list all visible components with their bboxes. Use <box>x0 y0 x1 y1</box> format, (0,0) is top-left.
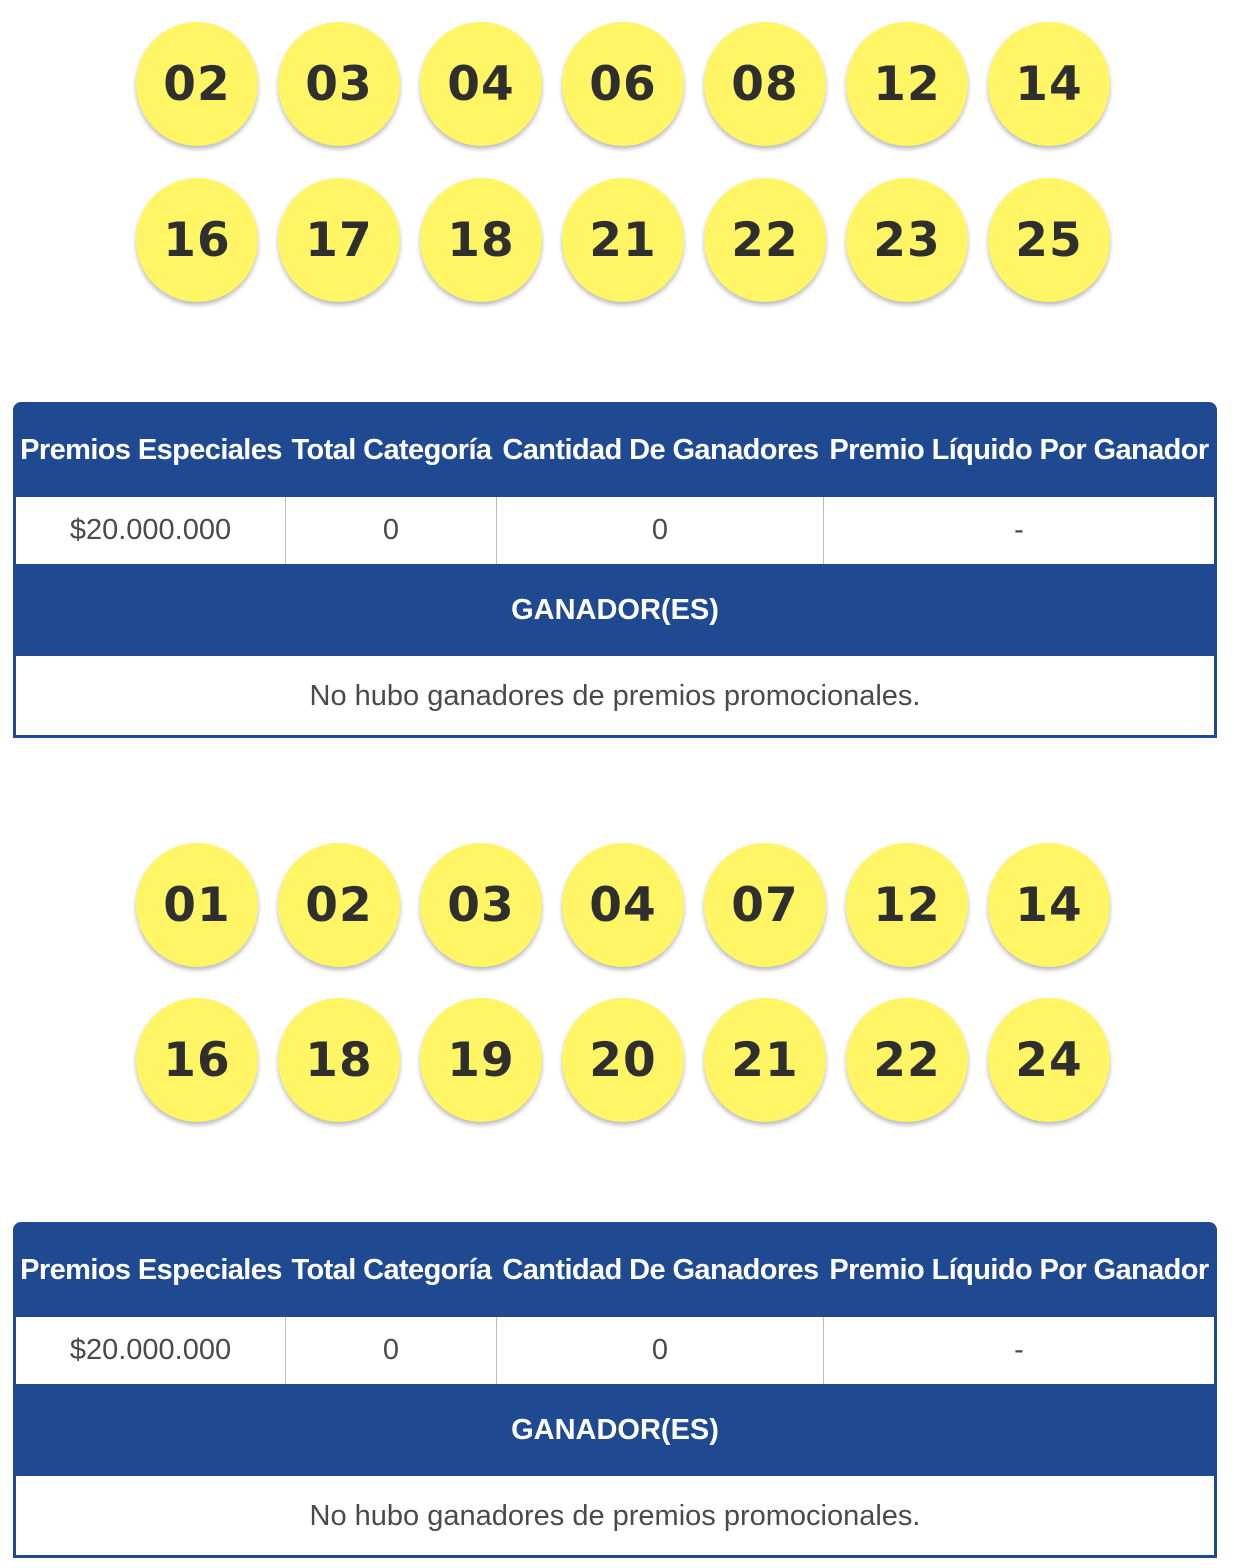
ball: 18 <box>420 178 542 302</box>
value-total-categoria: 0 <box>286 497 497 564</box>
ball: 03 <box>278 22 400 146</box>
header-total-categoria: Total Categoría <box>291 1253 492 1286</box>
draw-1-ball-row-2 <box>0 178 1234 308</box>
ball: 03 <box>420 843 542 967</box>
header-premio-liquido: Premio Líquido Por Ganador <box>829 1253 1209 1286</box>
winners-message: No hubo ganadores de premios promocionales. <box>16 1476 1214 1556</box>
ball: 22 <box>846 998 968 1122</box>
ball: 12 <box>846 22 968 146</box>
draw-1-prize-table <box>13 402 1217 738</box>
ball: 20 <box>562 998 684 1122</box>
ball: 25 <box>988 178 1110 302</box>
value-cantidad-ganadores: 0 <box>497 497 824 564</box>
ball: 07 <box>704 843 826 967</box>
ball: 14 <box>988 843 1110 967</box>
header-premios-especiales: Premios Especiales <box>20 433 282 466</box>
draw-2-ball-row-2 <box>0 998 1234 1128</box>
header-total-categoria: Total Categoría <box>291 433 492 466</box>
ball: 14 <box>988 22 1110 146</box>
winners-title: GANADOR(ES) <box>16 1384 1214 1476</box>
ball: 17 <box>278 178 400 302</box>
value-premio: $20.000.000 <box>16 497 286 564</box>
ball: 24 <box>988 998 1110 1122</box>
ball: 06 <box>562 22 684 146</box>
draw-1-ball-row-1 <box>0 22 1234 152</box>
ball: 23 <box>846 178 968 302</box>
ball: 04 <box>562 843 684 967</box>
winners-title: GANADOR(ES) <box>16 564 1214 656</box>
draw-2-ball-row-1 <box>0 843 1234 973</box>
header-cantidad-ganadores: Cantidad De Ganadores <box>502 433 819 466</box>
ball: 18 <box>278 998 400 1122</box>
winners-message: No hubo ganadores de premios promocionales. <box>16 656 1214 736</box>
table-header-row <box>16 1225 1214 1315</box>
value-premio-liquido: - <box>1014 1334 1024 1366</box>
ball: 16 <box>136 998 258 1122</box>
draw-2-prize-table <box>13 1222 1217 1558</box>
header-premio-liquido: Premio Líquido Por Ganador <box>829 433 1209 466</box>
table-header-row <box>16 405 1214 495</box>
ball: 22 <box>704 178 826 302</box>
ball: 04 <box>420 22 542 146</box>
table-row <box>16 495 1214 564</box>
ball: 21 <box>562 178 684 302</box>
ball: 02 <box>278 843 400 967</box>
value-premio: $20.000.000 <box>16 1317 286 1384</box>
ball: 08 <box>704 22 826 146</box>
table-row <box>16 1315 1214 1384</box>
ball: 19 <box>420 998 542 1122</box>
value-premio-liquido: - <box>1014 514 1024 546</box>
ball: 21 <box>704 998 826 1122</box>
header-premios-especiales: Premios Especiales <box>20 1253 282 1286</box>
ball: 02 <box>136 22 258 146</box>
ball: 12 <box>846 843 968 967</box>
header-cantidad-ganadores: Cantidad De Ganadores <box>502 1253 819 1286</box>
ball: 16 <box>136 178 258 302</box>
value-cantidad-ganadores: 0 <box>497 1317 824 1384</box>
value-total-categoria: 0 <box>286 1317 497 1384</box>
ball: 01 <box>136 843 258 967</box>
